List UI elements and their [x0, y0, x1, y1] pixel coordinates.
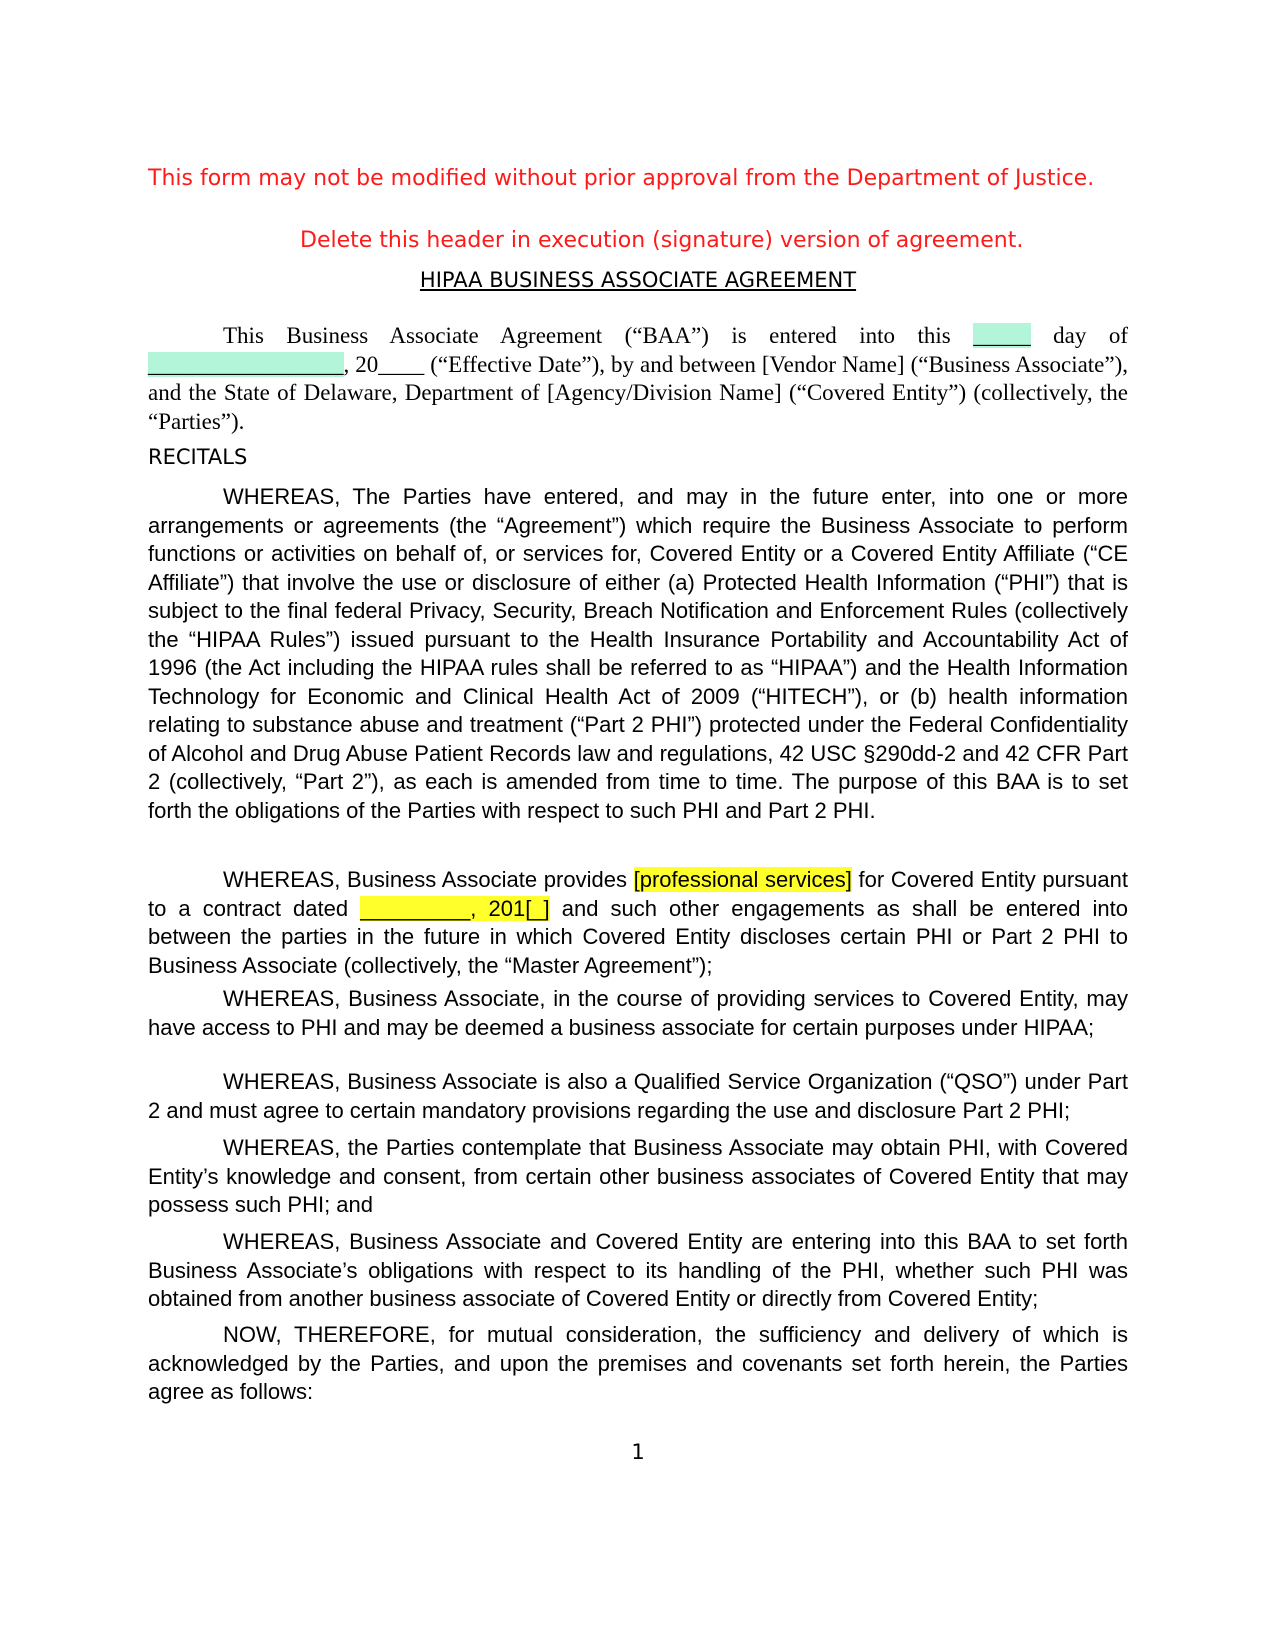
- month-blank[interactable]: _________________: [148, 351, 344, 377]
- document-title: HIPAA BUSINESS ASSOCIATE AGREEMENT: [419, 268, 857, 292]
- intro-paragraph: [148, 322, 1128, 436]
- whereas-paragraph-6: WHEREAS, Business Associate and Covered Entity are entering into this BAA to set forth Business Associate’s obligations with respect to its handling of the PHI, whether such PHI was obtained from another business associate of Covered Entity or directly from Covered Entity;: [148, 1229, 1128, 1311]
- intro-text-2: day of: [1030, 323, 1128, 348]
- whereas2-text-a: WHEREAS, Business Associate provides: [223, 867, 634, 892]
- whereas2-text-b: for Covered Entity pursuant to a contract dated: [148, 867, 1128, 921]
- day-blank[interactable]: _____: [973, 323, 1031, 348]
- whereas-paragraph-4: WHEREAS, Business Associate is also a Qualified Service Organization (“QSO”) under Part 2 and must agree to certain mandatory provisions regarding the use and disclosure Part 2 PHI;: [148, 1069, 1128, 1123]
- year-blank[interactable]: ____: [378, 351, 425, 377]
- whereas-paragraph-5: WHEREAS, the Parties contemplate that Business Associate may obtain PHI, with Covered Entity’s knowledge and consent, from certain other business associates of Covered Entity that may possess such PHI; and: [148, 1135, 1128, 1217]
- whereas-paragraph-3: WHEREAS, Business Associate, in the course of providing services to Covered Entity, may have access to PHI and may be deemed a business associate for certain purposes under HIPAA;: [148, 986, 1128, 1040]
- modification-notice: This form may not be modified without prior approval from the Department of Justice.: [148, 166, 1095, 191]
- recitals-heading: RECITALS: [148, 445, 248, 469]
- whereas-paragraph-1: WHEREAS, The Parties have entered, and may in the future enter, into one or more arrangements or agreements (the “Agreement”) which require the Business Associate to perform functions or activities on behalf of, or services for, Covered Entity or a Covered Entity Affiliate (“CE Affiliate”) that involve the use or disclosure of either (a) Protected Health Information (“PHI”) that is subject to the final federal Privacy, Security, Breach Notification and Enforcement Rules (collectively the “HIPAA Rules”) issued pursuant to the Health Insurance Portability and Accountability Act of 1996 (the Act including the HIPAA rules shall be referred to as “HIPAA”) and the Health Information Technology for Economic and Clinical Health Act of 2009 (“HITECH”), or (b) health information relating to substance abuse and treatment (“Part 2 PHI”) protected under the Federal Confidentiality of Alcohol and Drug Abuse Patient Records law and regulations, 42 USC §290dd-2 and 42 CFR Part 2 (collectively, “Part 2”), as each is amended from time to time. The purpose of this BAA is to set forth the obligations of the Parties with respect to such PHI and Part 2 PHI.: [148, 484, 1128, 823]
- intro-text-3: , 20: [343, 351, 379, 377]
- now-therefore-paragraph: NOW, THEREFORE, for mutual consideration, the sufficiency and delivery of which is acknowledged by the Parties, and upon the premises and covenants set forth herein, the Parties agree as follows:: [148, 1322, 1128, 1404]
- contract-date-placeholder[interactable]: _________, 201[_]: [360, 895, 550, 921]
- services-placeholder[interactable]: [professional services]: [633, 867, 852, 892]
- delete-header-notice: Delete this header in execution (signature) version of agreement.: [300, 228, 1024, 253]
- page-number: 1: [631, 1440, 645, 1464]
- document-page: [148, 0, 1128, 1649]
- whereas2-text-c: and such other engagements as shall be entered into between the parties in the future in which Covered Entity discloses certain PHI or Part 2 PHI to Business Associate (collectively, the “Master Agreement”);: [148, 895, 1128, 978]
- whereas-paragraph-2: [148, 866, 1128, 980]
- intro-text-1: This Business Associate Agreement (“BAA”) is entered into this: [223, 323, 974, 348]
- intro-text-4: (“Effective Date”), by and between [Vendor Name] (“Business Associate”), and the State of Delaware, Department of [Agency/Division Name] (“Covered Entity”) (collectively, the “Parties”).: [148, 351, 1129, 434]
